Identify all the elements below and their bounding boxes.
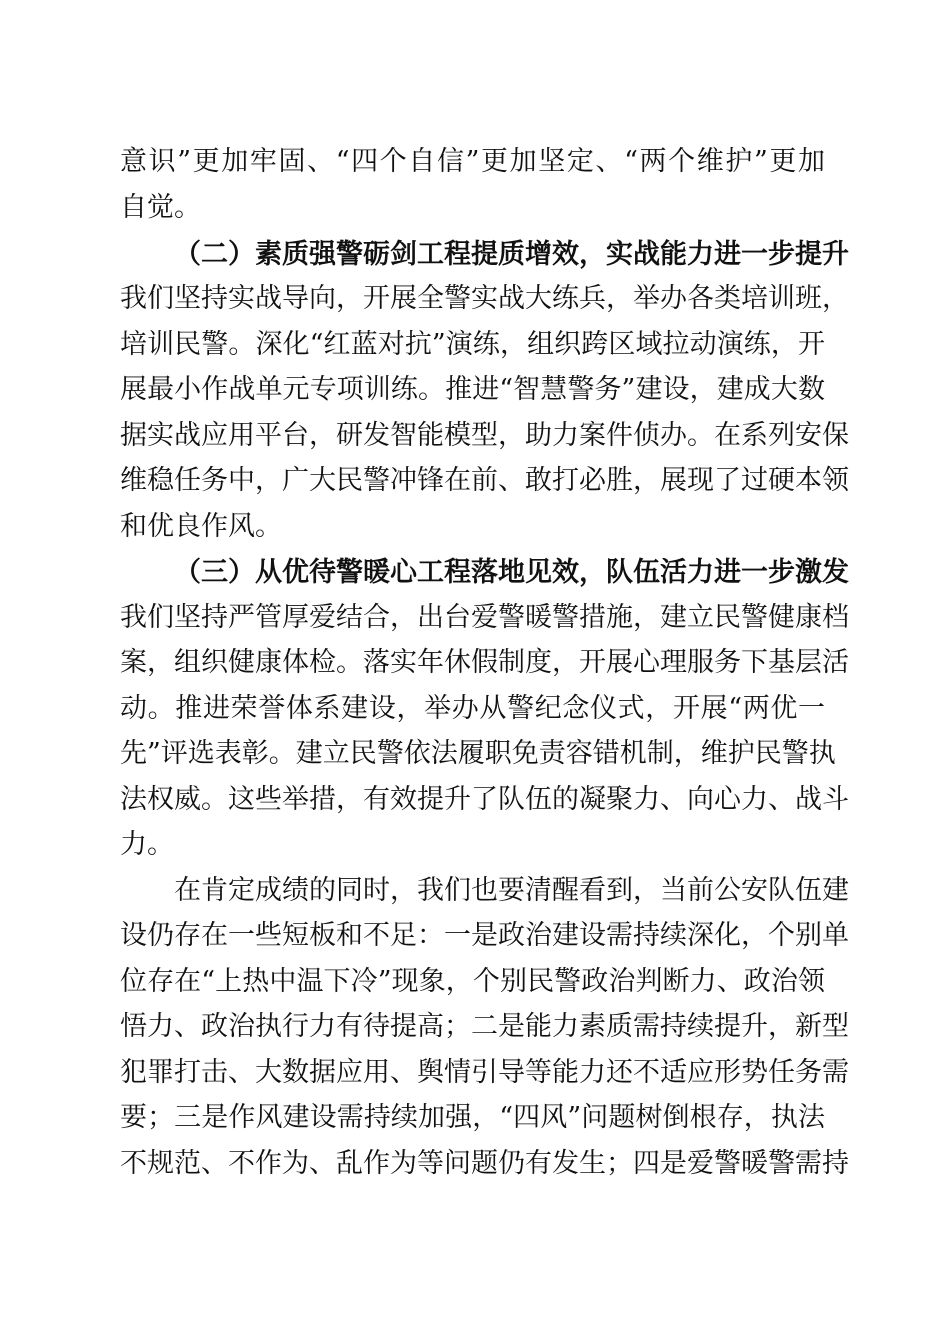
text-line-7: 据实战应用平台，研发智能模型，助力案件侦办。在系列安保: [120, 420, 849, 451]
section-heading-2: （二）素质强警砺剑工程提质增效，实战能力进一步提升: [174, 239, 849, 270]
text-line-14: 先”评选表彰。建立民警依法履职免责容错机制，维护民警执: [120, 738, 836, 769]
text-line-21: 犯罪打击、大数据应用、舆情引导等能力还不适应形势任务需: [120, 1057, 849, 1088]
text-line-8: 维稳任务中，广大民警冲锋在前、敢打必胜，展现了过硬本领: [120, 465, 849, 496]
text-line-2: 自觉。: [120, 192, 201, 223]
text-line-5: 培训民警。深化“红蓝对抗”演练，组织跨区域拉动演练，开: [120, 329, 825, 360]
section-heading-3: （三）从优待警暖心工程落地见效，队伍活力进一步激发: [174, 557, 849, 588]
text-line-18: 设仍存在一些短板和不足：一是政治建设需持续深化，个别单: [120, 920, 849, 951]
text-line-6: 展最小作战单元专项训练。推进“智慧警务”建设，建成大数: [120, 374, 825, 405]
text-line-23: 不规范、不作为、乱作为等问题仍有发生；四是爱警暖警需持: [120, 1148, 849, 1179]
text-line-1: 意识”更加牢固、“四个自信”更加坚定、“两个维护”更加: [120, 146, 825, 177]
text-line-4: 我们坚持实战导向，开展全警实战大练兵，举办各类培训班，: [120, 283, 849, 314]
text-line-12: 案，组织健康体检。落实年休假制度，开展心理服务下基层活: [120, 647, 849, 678]
text-line-19: 位存在“上热中温下冷”现象，个别民警政治判断力、政治领: [120, 966, 825, 997]
text-line-20: 悟力、政治执行力有待提高；二是能力素质需持续提升，新型: [120, 1011, 849, 1042]
text-line-13: 动。推进荣誉体系建设，举办从警纪念仪式，开展“两优一: [120, 693, 825, 724]
text-line-11: 我们坚持严管厚爱结合，出台爱警暖警措施，建立民警健康档: [120, 602, 849, 633]
text-line-17: 在肯定成绩的同时，我们也要清醒看到，当前公安队伍建: [174, 875, 849, 906]
text-line-15: 法权威。这些举措，有效提升了队伍的凝聚力、向心力、战斗: [120, 784, 849, 815]
text-line-16: 力。: [120, 829, 174, 860]
text-line-22: 要；三是作风建设需持续加强，“四风”问题树倒根存，执法: [120, 1102, 825, 1133]
text-line-9: 和优良作风。: [120, 511, 282, 542]
